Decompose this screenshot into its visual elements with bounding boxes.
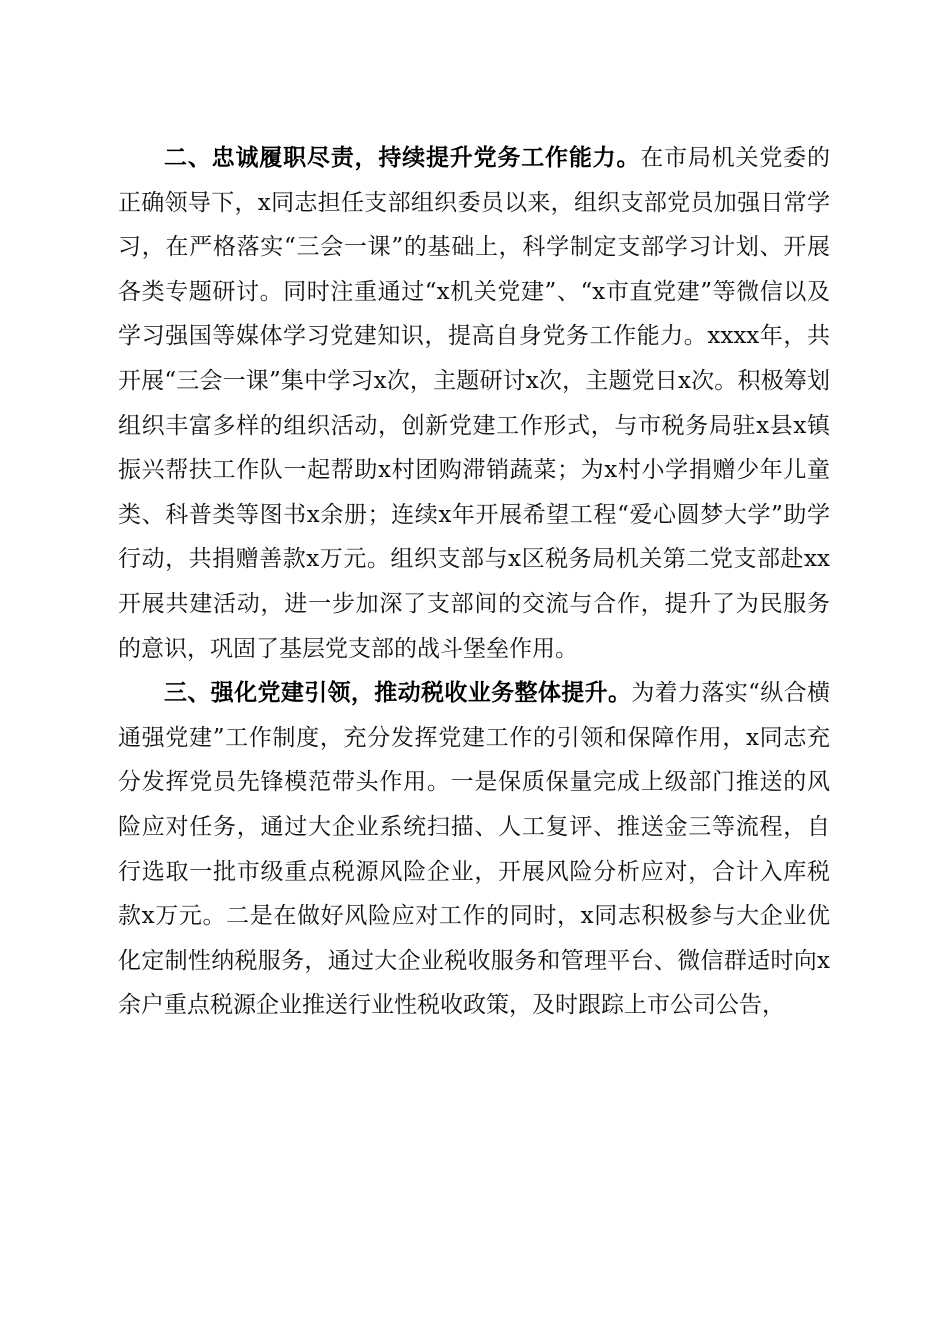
- paragraph-2: [118, 136, 830, 671]
- paragraph-text-2: 在市局机关党委的正确领导下，x同志担任支部组织委员以来，组织支部党员加强日常学习，在严格落实“三会一课”的基础上，科学制定支部学习计划、开展各类专题研讨。同时注重通过“x机关党建”、“x市直党建”等微信以及学习强国等媒体学习党建知识，提高自身党务工作能力。xxxx年，共开展“三会一课”集中学习x次，主题研讨x次，主题党日x次。积极筹划组织丰富多样的组织活动，创新党建工作形式，与市税务局驻x县x镇振兴帮扶工作队一起帮助x村团购滞销蔬菜；为x村小学捐赠少年儿童类、科普类等图书x余册；连续x年开展希望工程“爱心圆梦大学”助学行动，共捐赠善款x万元。组织支部与x区税务局机关第二党支部赴xx开展共建活动，进一步加深了支部间的交流与合作，提升了为民服务的意识，巩固了基层党支部的战斗堡垒作用。: [118, 145, 831, 662]
- section-heading-2: 二、忠诚履职尽责，持续提升党务工作能力。: [164, 145, 641, 171]
- paragraph-3: [118, 671, 830, 1028]
- section-heading-3: 三、强化党建引领，推动税收业务整体提升。: [164, 680, 632, 707]
- document-body: [118, 136, 830, 1028]
- paragraph-text-3: 为着力落实“纵合横通强党建”工作制度，充分发挥党建工作的引领和保障作用，x同志充分发挥党员先锋模范带头作用。一是保质保量完成上级部门推送的风险应对任务，通过大企业系统扫描、人工复评、推送金三等流程，自行选取一批市级重点税源风险企业，开展风险分析应对，合计入库税款x万元。二是在做好风险应对工作的同时，x同志积极参与大企业优化定制性纳税服务，通过大企业税收服务和管理平台、微信群适时向x余户重点税源企业推送行业性税收政策，及时跟踪上市公司公告，: [118, 680, 830, 1019]
